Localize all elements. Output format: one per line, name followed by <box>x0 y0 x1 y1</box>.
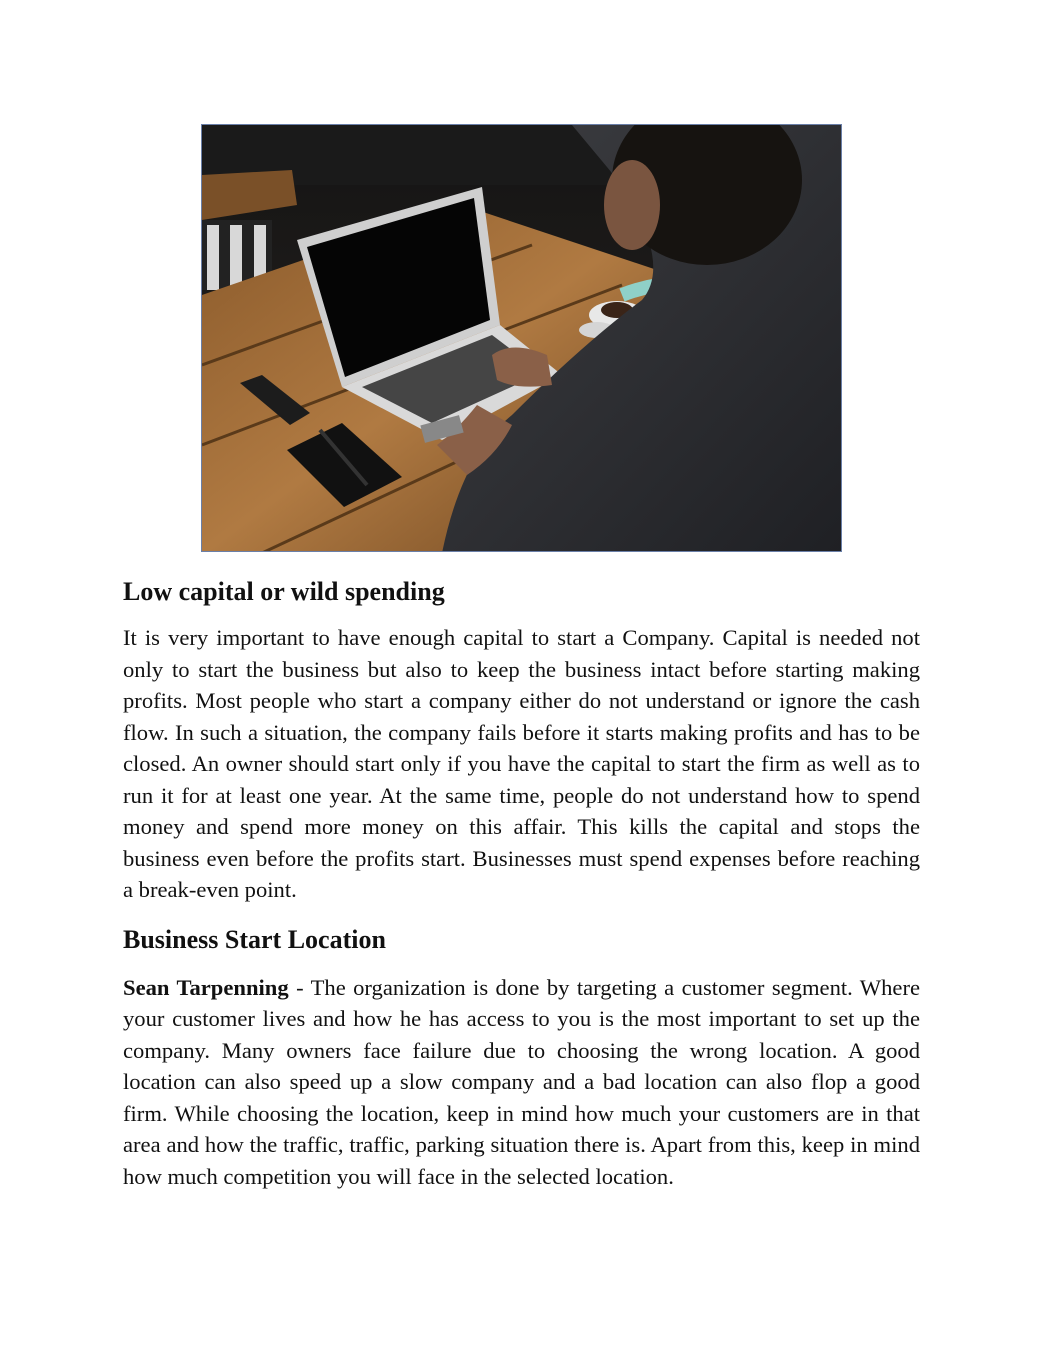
section-heading: Low capital or wild spending <box>123 577 445 606</box>
article-content <box>123 572 920 1192</box>
section-body-text: - The organization is done by targeting a customer segment. Where your customer lives and how he has access to you is the most important to set up the company. Many owners face failure due to choosing the wrong location. A good location can also speed up a slow company and a bad location can also flop a good firm. While choosing the location, keep in mind how much your customers are in that area and how the traffic, traffic, parking situation there is. Apart from this, keep in mind how much competition you will face in the selected location. <box>123 974 920 1189</box>
author-name: Sean Tarpenning <box>123 974 289 1000</box>
section-body <box>123 972 920 1193</box>
photo-person-laptop-icon <box>201 124 842 552</box>
section-business-location <box>123 920 920 1193</box>
section-heading: Business Start Location <box>123 924 386 954</box>
section-low-capital <box>123 572 920 906</box>
section-body: It is very important to have enough capital to start a Company. Capital is needed not only to start the business but also to keep the business intact before starting making profits. Most people who start a company either do not understand or ignore the cash flow. In such a situation, the company fails before it starts making profits and has to be closed. An owner should start only if you have the capital to start the firm as well as to run it for at least one year. At the same time, people do not understand how to spend money and spend more money on this affair. This kills the capital and stops the business even before the profits start. Businesses must spend expenses before reaching a break-even point. <box>123 625 920 902</box>
